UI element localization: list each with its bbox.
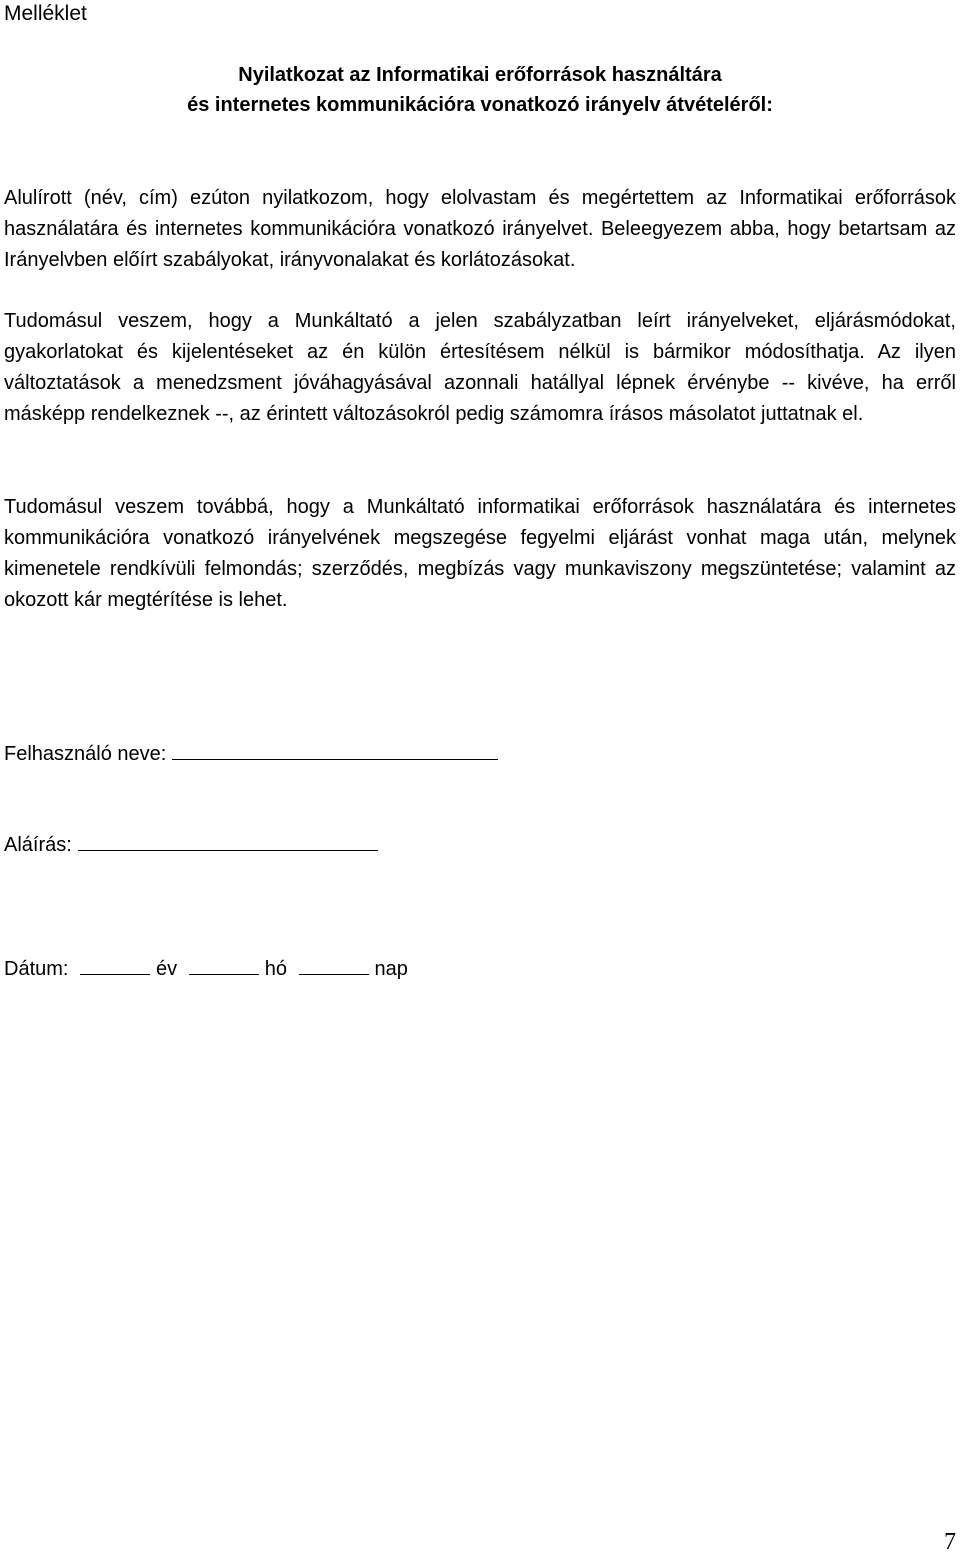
date-month-label: hó (264, 958, 287, 980)
date-year-label: év (156, 958, 178, 980)
document-title (0, 60, 960, 120)
user-name-blank-line[interactable] (172, 739, 498, 760)
date-day-blank-line[interactable] (299, 954, 369, 975)
signature-blank-line[interactable] (78, 830, 378, 851)
paragraph-consequences: Tudomásul veszem továbbá, hogy a Munkáltató informatikai erőforrások használatára és internetes kommunikációra vonatkozó irányelvének megszegése fegyelmi eljárást vonhat maga után, melynek kimenetele rendkívüli felmondás; szerződés, megbízás vagy munkaviszony megszüntetése; valamint az okozott kár megtérítése is lehet. (4, 496, 956, 611)
signature-label: Aláírás: (4, 834, 72, 856)
page-number: 7 (944, 1529, 956, 1555)
date-label: Dátum: (4, 958, 69, 980)
annex-label: Melléklet (4, 2, 87, 25)
signature-field (4, 830, 378, 859)
date-year-blank-line[interactable] (80, 954, 150, 975)
user-name-field (4, 739, 498, 768)
title-line-1: Nyilatkozat az Informatikai erőforrások használtára (238, 64, 722, 86)
date-day-label: nap (374, 958, 408, 980)
user-name-label: Felhasználó neve: (4, 743, 167, 765)
paragraph-modifications: Tudomásul veszem, hogy a Munkáltató a jelen szabályzatban leírt irányelveket, eljárásmódokat, gyakorlatokat és kijelentéseket az én külön értesítésem nélkül is bármikor módosíthatja. Az ilyen változtatások a menedzsment jóváhagyásával azonnali hatállyal lépnek érvénybe -- kivéve, ha erről másképp rendelkeznek --, az érintett változásokról pedig számomra írásos másolatot juttatnak el. (4, 310, 956, 425)
title-line-2: és internetes kommunikációra vonatkozó irányelv átvételéről: (187, 94, 773, 116)
date-month-blank-line[interactable] (189, 954, 259, 975)
paragraph-declaration: Alulírott (név, cím) ezúton nyilatkozom, hogy elolvastam és megértettem az Informatikai erőforrások használatára és internetes kommunikációra vonatkozó irányelvet. Beleegyezem abba, hogy betartsam az Irányelvben előírt szabályokat, irányvonalakat és korlátozásokat. (4, 187, 956, 271)
date-field (4, 954, 408, 983)
